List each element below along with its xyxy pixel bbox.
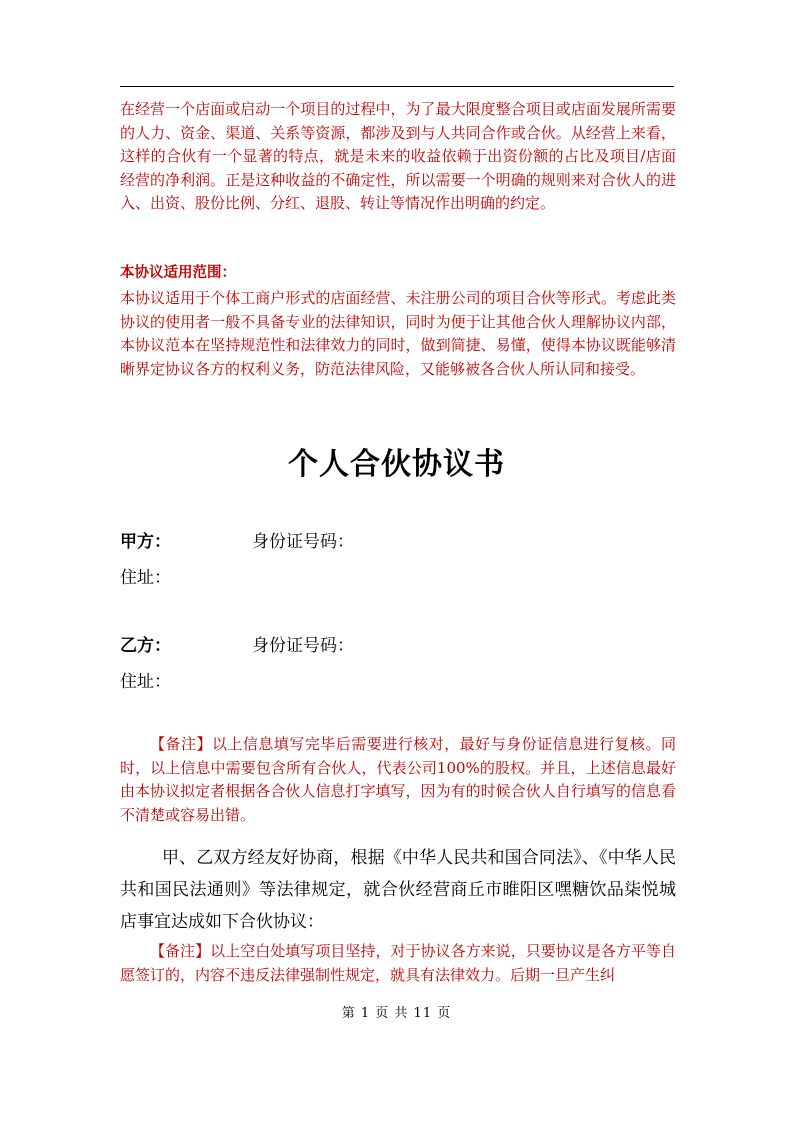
note-1-text: 以上信息填写完毕后需要进行核对，最好与身份证信息进行复核。同时，以上信息中需要包含所有合伙人，代表公司100%的股权。并且，上述信息最好由本协议拟定者根据各合伙人信息打字填写，因为有的时候合伙人自行填写的信息看不清楚或容易出错。 <box>120 735 676 824</box>
note-2 <box>120 940 676 987</box>
note-2-tag: 【备注】 <box>150 942 211 960</box>
party-b-row <box>120 633 354 659</box>
party-b-id-label: 身份证号码： <box>252 636 354 656</box>
party-a-label: 甲方： <box>120 532 171 552</box>
note-1-tag: 【备注】 <box>150 735 212 753</box>
page-footer: 第 1 页 共 11 页 <box>341 1006 452 1021</box>
party-a-row <box>120 529 354 555</box>
scope-title: 本协议适用范围： <box>120 264 236 281</box>
intro-paragraph: 在经营一个店面或启动一个项目的过程中，为了最大限度整合项目或店面发展所需要的人力、资金、渠道、关系等资源，都涉及到与人共同合作或合伙。从经营上来看，这样的合伙有一个显著的特点，就是未来的收益依赖于出资份额的占比及项目/店面经营的净利润。正是这种收益的不确定性，所以需要一个明确的规则来对合伙人的进入、出资、股份比例、分红、退股、转让等情况作出明确的约定。 <box>120 100 676 213</box>
party-a-address-label: 住址： <box>120 568 171 588</box>
note-2-text: 以上空白处填写项目坚持，对于协议各方来说，只要协议是各方平等自愿签订的，内容不违反法律强制性规定，就具有法律效力。后期一旦产生纠 <box>120 942 676 984</box>
party-b-address-label: 住址： <box>120 672 171 692</box>
agreement-paragraph: 甲、乙双方经友好协商，根据《中华人民共和国合同法》、《中华人民共和国民法通则》等法律规定，就合伙经营商丘市睢阳区嘿糖饮品柒悦城店事宜达成如下合伙协议： <box>120 848 676 932</box>
party-b-label: 乙方： <box>120 636 171 656</box>
party-a-address-row <box>120 565 171 591</box>
note-1 <box>120 733 676 827</box>
party-b-address-row <box>120 669 171 695</box>
party-a-id-label: 身份证号码： <box>252 532 354 552</box>
document-title: 个人合伙协议书 <box>288 447 505 482</box>
header-rule <box>120 86 674 87</box>
scope-paragraph: 本协议适用于个体工商户形式的店面经营、未注册公司的项目合伙等形式。考虑此类协议的使用者一般不具备专业的法律知识，同时为便于让其他合伙人理解协议内部，本协议范本在坚持规范性和法律效力的同时，做到简捷、易懂，使得本协议既能够清晰界定协议各方的权利义务，防范法律风险，又能够被各合伙人所认同和接受。 <box>120 289 676 378</box>
